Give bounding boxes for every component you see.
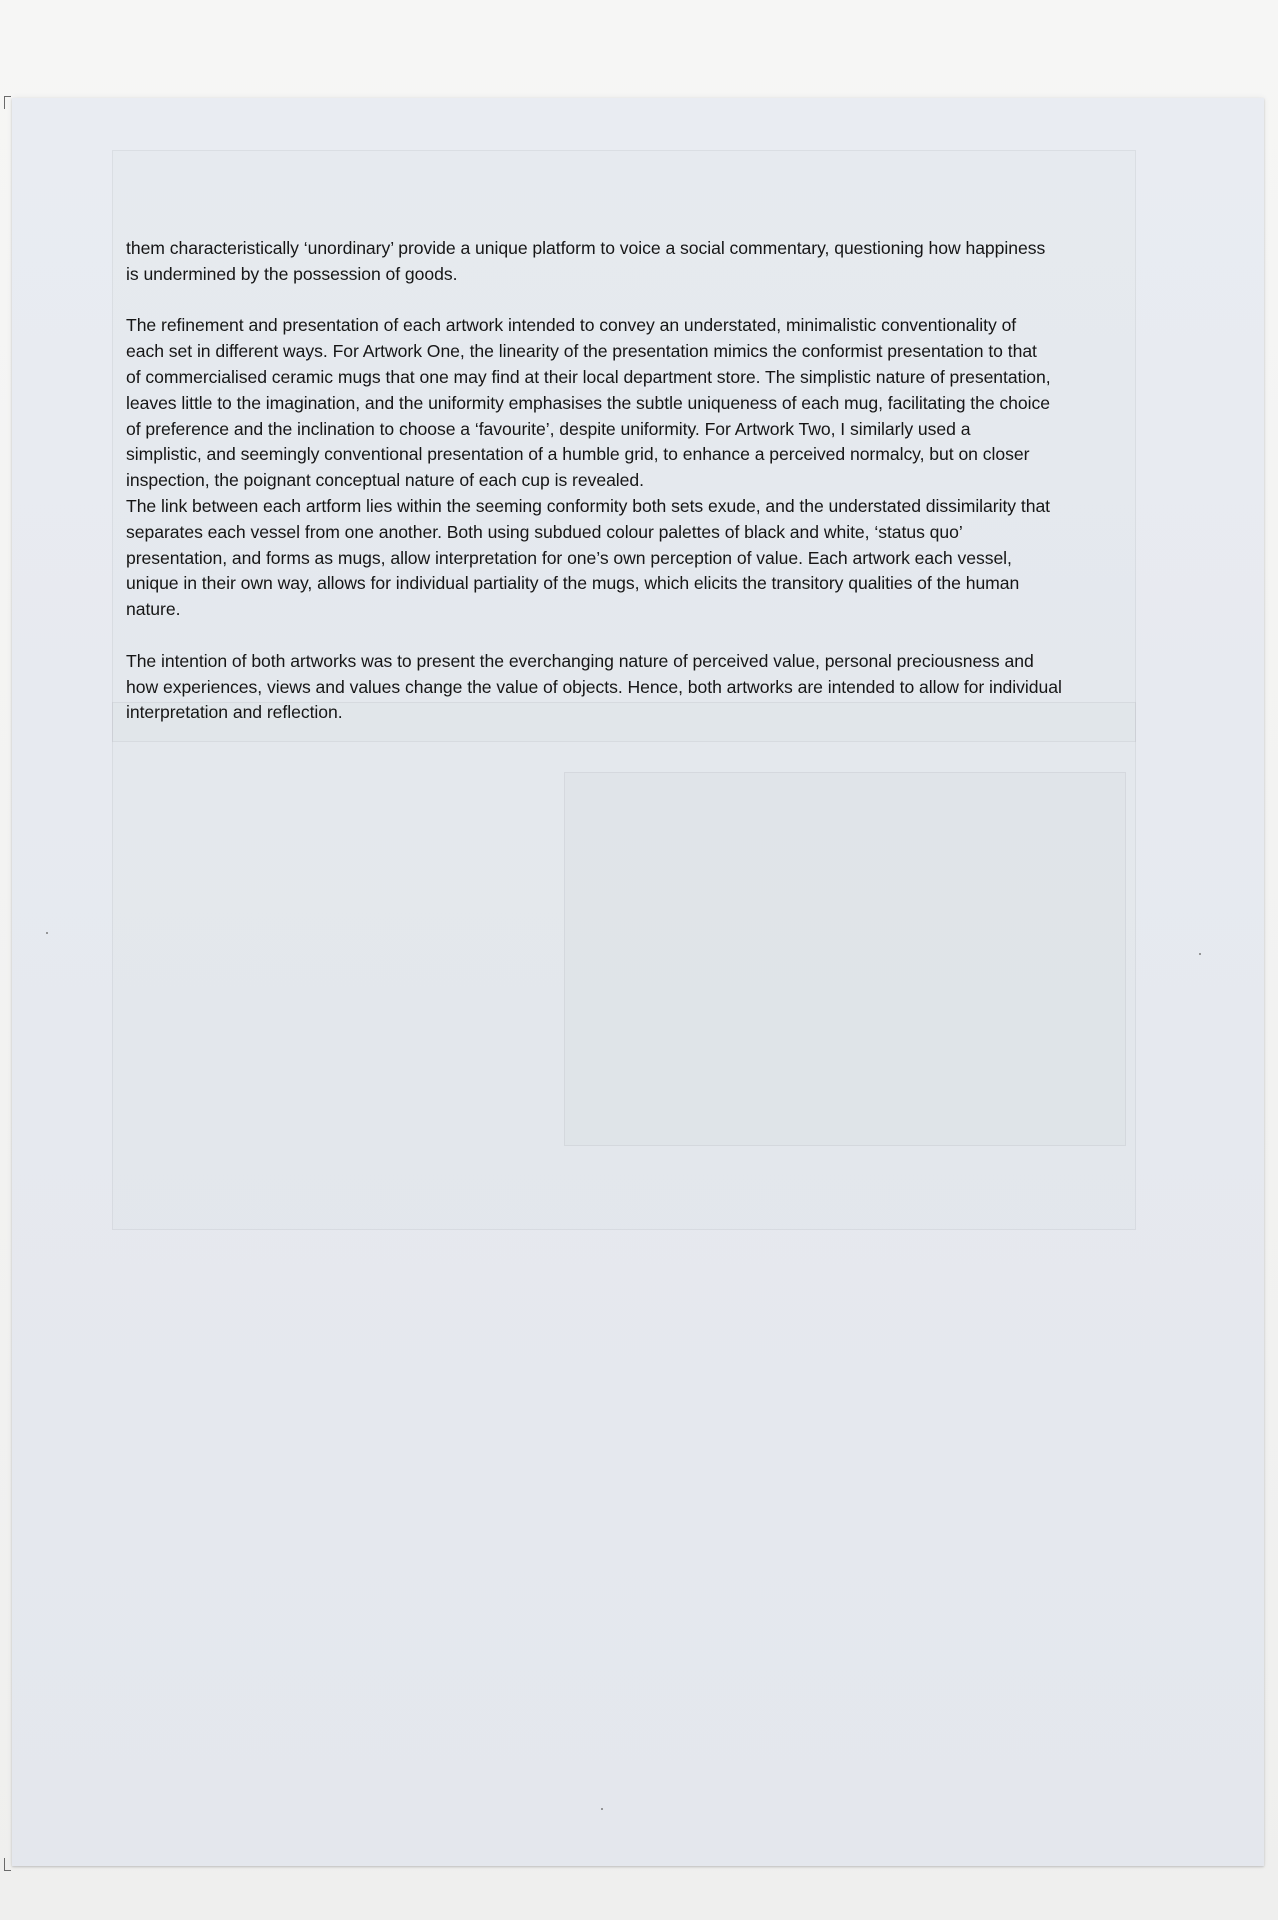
paper-speck <box>46 932 48 934</box>
body-text <box>126 236 1156 726</box>
paragraph: The refinement and presentation of each artwork intended to convey an understated, minimalistic conventionality of each set in different ways. For Artwork One, the linearity of the presentation mimics the conformist presentation to that of commercialised ceramic mugs that one may find at their local department store. The simplistic nature of presentation, leaves little to the imagination, and the uniformity emphasises the subtle uniqueness of each mug, facilitating the choice of preference and the inclination to choose a ‘favourite’, despite uniformity. For Artwork Two, I similarly used a simplistic, and seemingly conventional presentation of a humble grid, to enhance a perceived normalcy, but on closer inspection, the poignant conceptual nature of each cup is revealed. <box>126 315 1051 491</box>
paragraph: The intention of both artworks was to present the everchanging nature of perceived value, personal preciousness and how experiences, views and values change the value of objects. Hence, both artworks are intended to allow for individual interpretation and reflection. <box>126 650 1062 723</box>
paragraph: The link between each artform lies within the seeming conformity both sets exude, and the understated dissimilarity that separates each vessel from one another. Both using subdued colour palettes of black and white, ‘status quo’ presentation, and forms as mugs, allow interpretation for one’s own perception of value. Each artwork each vessel, unique in their own way, allows for individual partiality of the mugs, which elicits the transitory qualities of the human nature. <box>126 495 1051 620</box>
sheet-corner-mark <box>4 96 11 109</box>
paper-speck <box>1199 953 1201 955</box>
paragraph: them characteristically ‘unordinary’ provide a unique platform to voice a social commentary, questioning how happiness is undermined by the possession of goods. <box>126 238 1046 284</box>
sheet-corner-mark <box>4 1858 11 1871</box>
paper-speck <box>601 1808 603 1810</box>
show-through-image <box>564 772 1126 1146</box>
